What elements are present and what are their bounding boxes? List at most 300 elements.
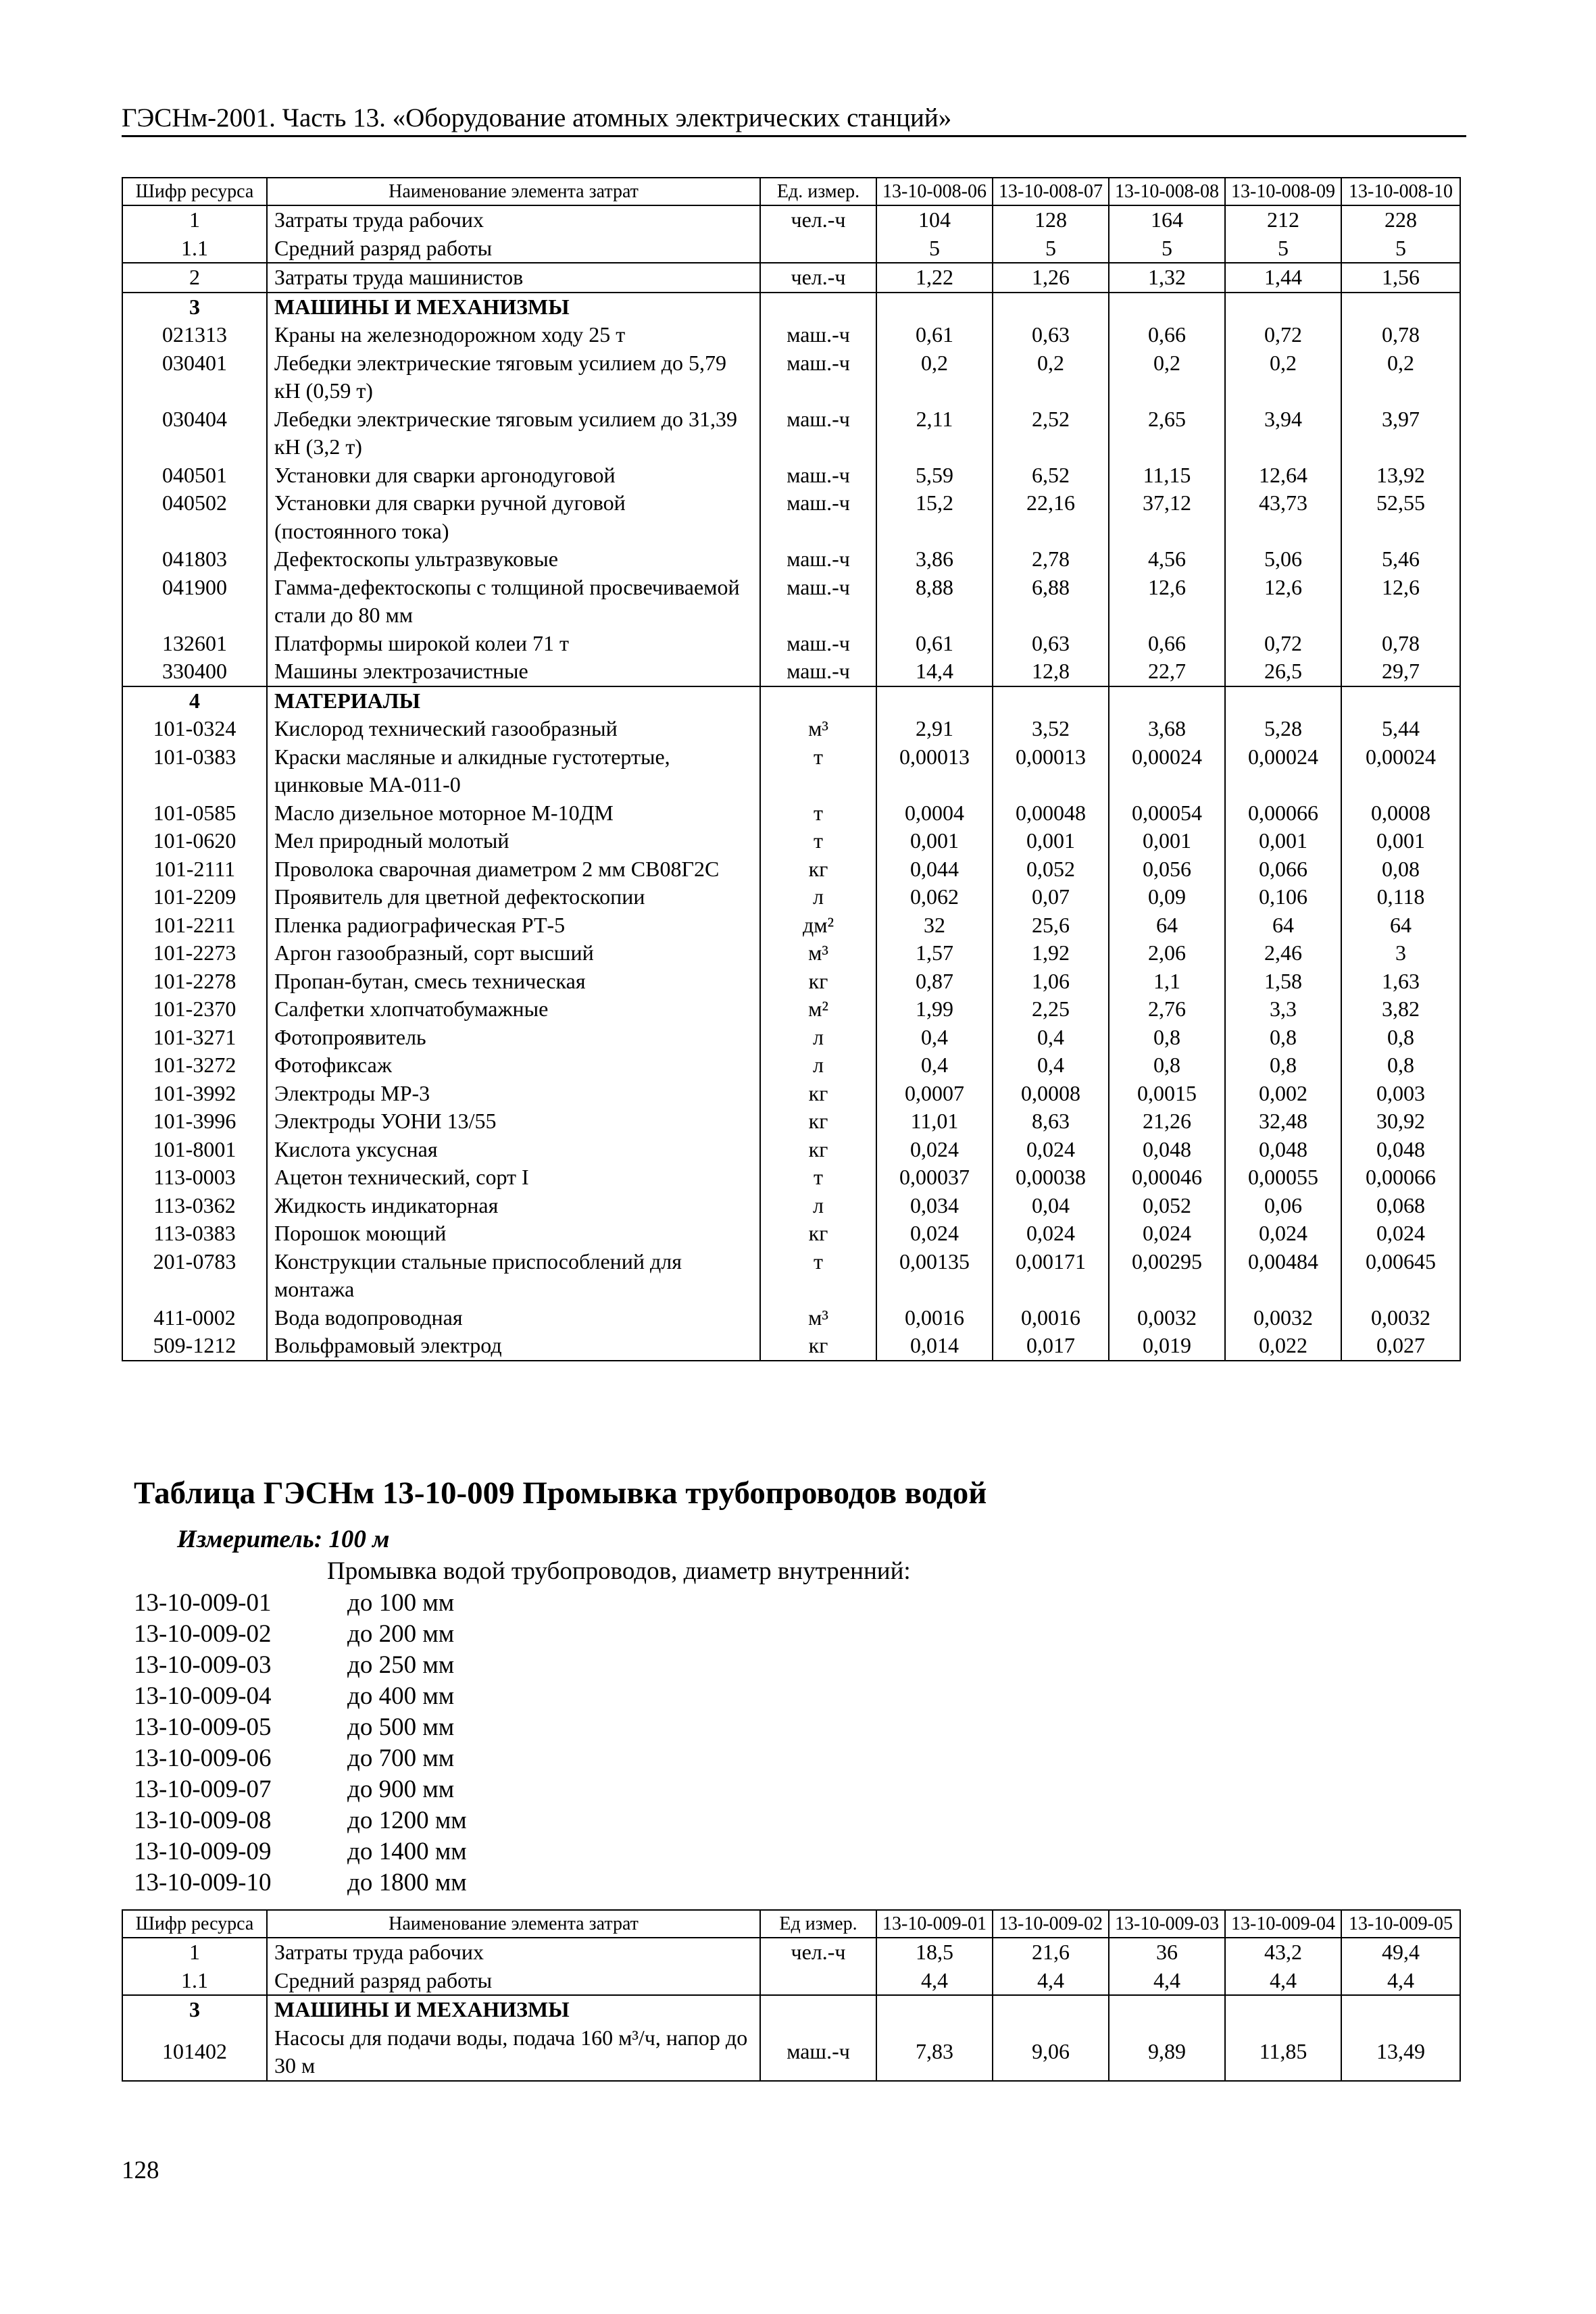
- value-cell: 3,82: [1341, 995, 1460, 1024]
- value-cell: 6,88: [993, 574, 1109, 630]
- value-cell: 0,00046: [1109, 1163, 1225, 1192]
- resource-name-cell: Гамма-дефектоскопы с толщиной просвечиваемой стали до 80 мм: [267, 574, 760, 630]
- resource-name-cell: Кислота уксусная: [267, 1136, 760, 1164]
- value-cell: 0,0032: [1225, 1304, 1341, 1332]
- value-cell: 12,6: [1225, 574, 1341, 630]
- resource-name-cell: Проволока сварочная диаметром 2 мм СВ08Г2С: [267, 855, 760, 884]
- table-row: [122, 1136, 1460, 1164]
- value-cell: 0,00055: [1225, 1163, 1341, 1192]
- unit-cell: т: [760, 799, 876, 828]
- table-row: [122, 799, 1460, 828]
- value-cell: 43,2: [1225, 1938, 1341, 1967]
- value-cell: 12,8: [993, 657, 1109, 686]
- resource-name-cell: Дефектоскопы ультразвуковые: [267, 545, 760, 574]
- unit-cell: кг: [760, 1219, 876, 1248]
- resource-name-cell: Установки для сварки аргонодуговой: [267, 461, 760, 490]
- table-title: Таблица ГЭСНм 13-10-009 Промывка трубопроводов водой: [134, 1476, 987, 1511]
- column-header-version: 13-10-008-07: [993, 178, 1109, 205]
- value-cell: 0,017: [993, 1332, 1109, 1361]
- value-cell: [876, 1995, 993, 2024]
- resource-name-cell: МАШИНЫ И МЕХАНИЗМЫ: [267, 293, 760, 322]
- resource-name-cell: Салфетки хлопчатобумажные: [267, 995, 760, 1024]
- resource-name-cell: Затраты труда рабочих: [267, 205, 760, 234]
- section-row: [122, 1995, 1460, 2024]
- value-cell: 26,5: [1225, 657, 1341, 686]
- table-body: [122, 1938, 1460, 2081]
- value-cell: 0,8: [1225, 1024, 1341, 1052]
- value-cell: 5,44: [1341, 715, 1460, 743]
- value-cell: 64: [1225, 911, 1341, 940]
- list-item: [134, 1712, 467, 1743]
- value-cell: 128: [993, 205, 1109, 234]
- value-cell: [1109, 1995, 1225, 2024]
- column-header-version: 13-10-009-03: [1109, 1910, 1225, 1938]
- column-header-version: 13-10-009-01: [876, 1910, 993, 1938]
- table-row: [122, 1967, 1460, 1996]
- list-item: [134, 1743, 467, 1774]
- unit-cell: маш.-ч: [760, 630, 876, 658]
- resource-code-cell: 101-2111: [122, 855, 267, 884]
- value-cell: 1,56: [1341, 263, 1460, 293]
- value-cell: 0,0016: [993, 1304, 1109, 1332]
- unit-cell: маш.-ч: [760, 657, 876, 686]
- value-cell: 0,8: [1341, 1024, 1460, 1052]
- value-cell: 0,2: [1109, 349, 1225, 405]
- work-description: Промывка водой трубопроводов, диаметр внутренний:: [327, 1557, 911, 1585]
- value-cell: 7,83: [876, 2024, 993, 2081]
- resource-name-cell: Фотопроявитель: [267, 1024, 760, 1052]
- item-label: до 1400 мм: [347, 1838, 467, 1865]
- value-cell: 0,00066: [1225, 799, 1341, 828]
- value-cell: 0,2: [993, 349, 1109, 405]
- item-code: 13-10-009-03: [134, 1651, 272, 1679]
- value-cell: 29,7: [1341, 657, 1460, 686]
- table-row: [122, 1192, 1460, 1220]
- unit-cell: т: [760, 1248, 876, 1304]
- item-code: 13-10-009-05: [134, 1713, 272, 1741]
- value-cell: 1,99: [876, 995, 993, 1024]
- value-cell: 0,78: [1341, 630, 1460, 658]
- item-label: до 200 мм: [347, 1620, 455, 1648]
- value-cell: 0,72: [1225, 321, 1341, 349]
- value-cell: 212: [1225, 205, 1341, 234]
- resource-code-cell: 030401: [122, 349, 267, 405]
- unit-cell: маш.-ч: [760, 489, 876, 545]
- table-row: [122, 883, 1460, 911]
- value-cell: 0,00135: [876, 1248, 993, 1304]
- value-cell: 0,024: [1341, 1219, 1460, 1248]
- resource-name-cell: Пленка радиографическая РТ-5: [267, 911, 760, 940]
- resource-code-cell: 4: [122, 686, 267, 715]
- unit-cell: кг: [760, 1332, 876, 1361]
- value-cell: 0,00024: [1109, 743, 1225, 799]
- item-code: 13-10-009-06: [134, 1744, 272, 1772]
- value-cell: 0,0015: [1109, 1080, 1225, 1108]
- value-cell: [876, 293, 993, 322]
- value-cell: 49,4: [1341, 1938, 1460, 1967]
- resource-code-cell: 509-1212: [122, 1332, 267, 1361]
- value-cell: 3,68: [1109, 715, 1225, 743]
- item-label: до 1200 мм: [347, 1807, 467, 1834]
- value-cell: [1109, 293, 1225, 322]
- page-header: ГЭСНм-2001. Часть 13. «Оборудование атомных электрических станций»: [122, 101, 1466, 137]
- value-cell: 14,4: [876, 657, 993, 686]
- value-cell: 0,001: [876, 827, 993, 855]
- resource-code-cell: 040502: [122, 489, 267, 545]
- resource-name-cell: Затраты труда рабочих: [267, 1938, 760, 1967]
- value-cell: 228: [1341, 205, 1460, 234]
- unit-cell: м³: [760, 939, 876, 967]
- value-cell: 0,002: [1225, 1080, 1341, 1108]
- unit-cell: л: [760, 1192, 876, 1220]
- unit-cell: м³: [760, 1304, 876, 1332]
- value-cell: 0,001: [1225, 827, 1341, 855]
- value-cell: 0,001: [993, 827, 1109, 855]
- resource-table-009: [122, 1909, 1461, 2082]
- unit-cell: т: [760, 1163, 876, 1192]
- value-cell: 5: [1109, 234, 1225, 263]
- value-cell: 12,64: [1225, 461, 1341, 490]
- value-cell: 0,66: [1109, 321, 1225, 349]
- unit-cell: т: [760, 743, 876, 799]
- value-cell: 0,00013: [993, 743, 1109, 799]
- value-cell: 0,00024: [1341, 743, 1460, 799]
- table-row: [122, 743, 1460, 799]
- item-code: 13-10-009-10: [134, 1869, 272, 1896]
- unit-cell: л: [760, 1024, 876, 1052]
- table-row: [122, 1938, 1460, 1967]
- value-cell: 0,024: [1109, 1219, 1225, 1248]
- resource-code-cell: 1.1: [122, 1967, 267, 1996]
- column-header-code: Шифр ресурса: [122, 178, 267, 205]
- value-cell: 0,024: [876, 1136, 993, 1164]
- value-cell: 0,08: [1341, 855, 1460, 884]
- value-cell: 2,46: [1225, 939, 1341, 967]
- column-header-version: 13-10-008-08: [1109, 178, 1225, 205]
- column-header-version: 13-10-008-06: [876, 178, 993, 205]
- table-row: [122, 995, 1460, 1024]
- value-cell: 5,46: [1341, 545, 1460, 574]
- resource-code-cell: 101-8001: [122, 1136, 267, 1164]
- unit-cell: маш.-ч: [760, 2024, 876, 2081]
- resource-code-cell: 2: [122, 263, 267, 293]
- unit-cell: маш.-ч: [760, 321, 876, 349]
- column-header-version: 13-10-009-05: [1341, 1910, 1460, 1938]
- resource-code-cell: 101-2209: [122, 883, 267, 911]
- value-cell: 13,49: [1341, 2024, 1460, 2081]
- value-cell: 1,44: [1225, 263, 1341, 293]
- value-cell: 0,0008: [1341, 799, 1460, 828]
- value-cell: [1341, 293, 1460, 322]
- value-cell: 0,062: [876, 883, 993, 911]
- value-cell: 3,97: [1341, 405, 1460, 461]
- value-cell: 0,61: [876, 321, 993, 349]
- value-cell: 0,034: [876, 1192, 993, 1220]
- value-cell: 0,019: [1109, 1332, 1225, 1361]
- unit-cell: кг: [760, 1107, 876, 1136]
- unit-cell: [760, 1967, 876, 1996]
- list-item: [134, 1588, 467, 1619]
- list-item: [134, 1867, 467, 1898]
- resource-code-cell: 101-3271: [122, 1024, 267, 1052]
- resource-name-cell: Средний разряд работы: [267, 234, 760, 263]
- value-cell: 2,91: [876, 715, 993, 743]
- value-cell: 5,28: [1225, 715, 1341, 743]
- value-cell: 0,04: [993, 1192, 1109, 1220]
- resource-code-cell: 101-3996: [122, 1107, 267, 1136]
- value-cell: 4,4: [876, 1967, 993, 1996]
- value-cell: 9,06: [993, 2024, 1109, 2081]
- resource-code-cell: 113-0383: [122, 1219, 267, 1248]
- value-cell: 0,09: [1109, 883, 1225, 911]
- resource-code-cell: 101-0585: [122, 799, 267, 828]
- section-row: [122, 293, 1460, 322]
- value-cell: 5: [1341, 234, 1460, 263]
- list-item: [134, 1836, 467, 1867]
- unit-cell: чел.-ч: [760, 205, 876, 234]
- value-cell: 0,024: [993, 1136, 1109, 1164]
- resource-name-cell: МАШИНЫ И МЕХАНИЗМЫ: [267, 1995, 760, 2024]
- resource-code-cell: 113-0003: [122, 1163, 267, 1192]
- unit-cell: л: [760, 883, 876, 911]
- value-cell: 3,3: [1225, 995, 1341, 1024]
- resource-name-cell: МАТЕРИАЛЫ: [267, 686, 760, 715]
- resource-code-cell: 041900: [122, 574, 267, 630]
- item-code: 13-10-009-04: [134, 1682, 272, 1710]
- value-cell: 0,2: [1225, 349, 1341, 405]
- value-cell: 0,052: [993, 855, 1109, 884]
- value-cell: 0,027: [1341, 1332, 1460, 1361]
- resource-code-cell: 411-0002: [122, 1304, 267, 1332]
- value-cell: 0,048: [1109, 1136, 1225, 1164]
- resource-code-cell: 201-0783: [122, 1248, 267, 1304]
- table-row: [122, 405, 1460, 461]
- value-cell: 0,72: [1225, 630, 1341, 658]
- column-header-code: Шифр ресурса: [122, 1910, 267, 1938]
- value-cell: 11,15: [1109, 461, 1225, 490]
- column-header-name: Наименование элемента затрат: [267, 178, 760, 205]
- table-row: [122, 545, 1460, 574]
- unit-cell: м²: [760, 995, 876, 1024]
- item-label: до 900 мм: [347, 1776, 455, 1803]
- value-cell: 0,8: [1109, 1051, 1225, 1080]
- resource-name-cell: Аргон газообразный, сорт высший: [267, 939, 760, 967]
- value-cell: 0,00054: [1109, 799, 1225, 828]
- table-row: [122, 1107, 1460, 1136]
- value-cell: 0,00038: [993, 1163, 1109, 1192]
- item-label: до 100 мм: [347, 1589, 455, 1617]
- value-cell: [993, 1995, 1109, 2024]
- value-cell: 0,0007: [876, 1080, 993, 1108]
- resource-name-cell: Проявитель для цветной дефектоскопии: [267, 883, 760, 911]
- list-item: [134, 1650, 467, 1681]
- value-cell: 0,66: [1109, 630, 1225, 658]
- unit-cell: кг: [760, 1136, 876, 1164]
- resource-code-cell: 101-2211: [122, 911, 267, 940]
- value-cell: 0,00024: [1225, 743, 1341, 799]
- value-cell: 0,8: [1225, 1051, 1341, 1080]
- table-row: [122, 349, 1460, 405]
- value-cell: 11,85: [1225, 2024, 1341, 2081]
- resource-code-cell: 330400: [122, 657, 267, 686]
- resource-name-cell: Средний разряд работы: [267, 1967, 760, 1996]
- value-cell: 3: [1341, 939, 1460, 967]
- value-cell: 1,58: [1225, 967, 1341, 996]
- value-cell: 5,06: [1225, 545, 1341, 574]
- table-row: [122, 1163, 1460, 1192]
- table-row: [122, 1080, 1460, 1108]
- value-cell: 0,2: [876, 349, 993, 405]
- resource-code-cell: 101-3992: [122, 1080, 267, 1108]
- value-cell: [993, 293, 1109, 322]
- value-cell: 0,00171: [993, 1248, 1109, 1304]
- list-item: [134, 1805, 467, 1836]
- table-row: [122, 1219, 1460, 1248]
- value-cell: 2,06: [1109, 939, 1225, 967]
- table-row: [122, 461, 1460, 490]
- value-cell: [993, 686, 1109, 715]
- value-cell: 0,052: [1109, 1192, 1225, 1220]
- value-cell: 0,87: [876, 967, 993, 996]
- value-cell: 2,76: [1109, 995, 1225, 1024]
- table-row: [122, 715, 1460, 743]
- value-cell: 0,8: [1109, 1024, 1225, 1052]
- value-cell: 1,92: [993, 939, 1109, 967]
- table-row: [122, 855, 1460, 884]
- value-cell: 5: [876, 234, 993, 263]
- value-cell: 0,06: [1225, 1192, 1341, 1220]
- value-cell: 4,56: [1109, 545, 1225, 574]
- resource-name-cell: Конструкции стальные приспособлений для монтажа: [267, 1248, 760, 1304]
- unit-cell: маш.-ч: [760, 545, 876, 574]
- item-label: до 250 мм: [347, 1651, 455, 1679]
- value-cell: 32,48: [1225, 1107, 1341, 1136]
- value-cell: 2,78: [993, 545, 1109, 574]
- value-cell: 25,6: [993, 911, 1109, 940]
- resource-name-cell: Электроды МР-3: [267, 1080, 760, 1108]
- value-cell: 8,63: [993, 1107, 1109, 1136]
- resource-name-cell: Пропан-бутан, смесь техническая: [267, 967, 760, 996]
- value-cell: 0,00484: [1225, 1248, 1341, 1304]
- resource-code-cell: 1.1: [122, 234, 267, 263]
- value-cell: 0,024: [876, 1219, 993, 1248]
- value-cell: 0,048: [1225, 1136, 1341, 1164]
- resource-code-cell: 101-0324: [122, 715, 267, 743]
- item-label: до 500 мм: [347, 1713, 455, 1741]
- resource-code-cell: 1: [122, 1938, 267, 1967]
- resource-code-cell: 030404: [122, 405, 267, 461]
- work-items-list: [134, 1588, 467, 1898]
- value-cell: 0,001: [1341, 827, 1460, 855]
- value-cell: 1,26: [993, 263, 1109, 293]
- unit-cell: кг: [760, 1080, 876, 1108]
- resource-code-cell: 101-3272: [122, 1051, 267, 1080]
- value-cell: 52,55: [1341, 489, 1460, 545]
- value-cell: 0,0032: [1341, 1304, 1460, 1332]
- resource-name-cell: Вода водопроводная: [267, 1304, 760, 1332]
- value-cell: 0,014: [876, 1332, 993, 1361]
- value-cell: 43,73: [1225, 489, 1341, 545]
- value-cell: 22,16: [993, 489, 1109, 545]
- unit-cell: чел.-ч: [760, 263, 876, 293]
- column-header-unit: Ед измер.: [760, 1910, 876, 1938]
- resource-name-cell: Лебедки электрические тяговым усилием до 31,39 кН (3,2 т): [267, 405, 760, 461]
- value-cell: 64: [1109, 911, 1225, 940]
- value-cell: [1225, 686, 1341, 715]
- unit-cell: т: [760, 827, 876, 855]
- value-cell: 0,63: [993, 630, 1109, 658]
- value-cell: 4,4: [1109, 1967, 1225, 1996]
- value-cell: 0,001: [1109, 827, 1225, 855]
- resource-name-cell: Краски масляные и алкидные густотертые, цинковые МА-011-0: [267, 743, 760, 799]
- table-row: [122, 205, 1460, 234]
- unit-cell: кг: [760, 855, 876, 884]
- resource-table-008: [122, 177, 1461, 1361]
- table-row: [122, 1024, 1460, 1052]
- column-header-version: 13-10-009-04: [1225, 1910, 1341, 1938]
- value-cell: 1,32: [1109, 263, 1225, 293]
- column-header-unit: Ед. измер.: [760, 178, 876, 205]
- value-cell: 0,4: [876, 1024, 993, 1052]
- value-cell: 5: [993, 234, 1109, 263]
- unit-cell: чел.-ч: [760, 1938, 876, 1967]
- unit-cell: дм²: [760, 911, 876, 940]
- value-cell: 0,4: [993, 1024, 1109, 1052]
- resource-name-cell: Затраты труда машинистов: [267, 263, 760, 293]
- resource-name-cell: Порошок моющий: [267, 1219, 760, 1248]
- table-row: [122, 1248, 1460, 1304]
- value-cell: 104: [876, 205, 993, 234]
- value-cell: 0,022: [1225, 1332, 1341, 1361]
- value-cell: 0,07: [993, 883, 1109, 911]
- value-cell: 2,52: [993, 405, 1109, 461]
- table-header-row: [122, 178, 1460, 205]
- value-cell: 0,61: [876, 630, 993, 658]
- resource-code-cell: 132601: [122, 630, 267, 658]
- unit-cell: маш.-ч: [760, 574, 876, 630]
- value-cell: 0,00066: [1341, 1163, 1460, 1192]
- value-cell: 0,024: [1225, 1219, 1341, 1248]
- column-header-version: 13-10-008-10: [1341, 178, 1460, 205]
- value-cell: 1,22: [876, 263, 993, 293]
- value-cell: 18,5: [876, 1938, 993, 1967]
- value-cell: 15,2: [876, 489, 993, 545]
- value-cell: 0,2: [1341, 349, 1460, 405]
- value-cell: 0,003: [1341, 1080, 1460, 1108]
- value-cell: 3,94: [1225, 405, 1341, 461]
- value-cell: 0,118: [1341, 883, 1460, 911]
- value-cell: 0,0032: [1109, 1304, 1225, 1332]
- item-code: 13-10-009-01: [134, 1589, 272, 1617]
- resource-code-cell: 101-0383: [122, 743, 267, 799]
- value-cell: 30,92: [1341, 1107, 1460, 1136]
- value-cell: 4,4: [993, 1967, 1109, 1996]
- value-cell: [1225, 293, 1341, 322]
- value-cell: 1,1: [1109, 967, 1225, 996]
- unit-cell: маш.-ч: [760, 349, 876, 405]
- table-row: [122, 827, 1460, 855]
- resource-name-cell: Мел природный молотый: [267, 827, 760, 855]
- value-cell: 13,92: [1341, 461, 1460, 490]
- value-cell: 12,6: [1109, 574, 1225, 630]
- value-cell: 0,106: [1225, 883, 1341, 911]
- value-cell: 0,8: [1341, 1051, 1460, 1080]
- resource-code-cell: 041803: [122, 545, 267, 574]
- table-row: [122, 1304, 1460, 1332]
- value-cell: 1,06: [993, 967, 1109, 996]
- table-header-row: [122, 1910, 1460, 1938]
- value-cell: 6,52: [993, 461, 1109, 490]
